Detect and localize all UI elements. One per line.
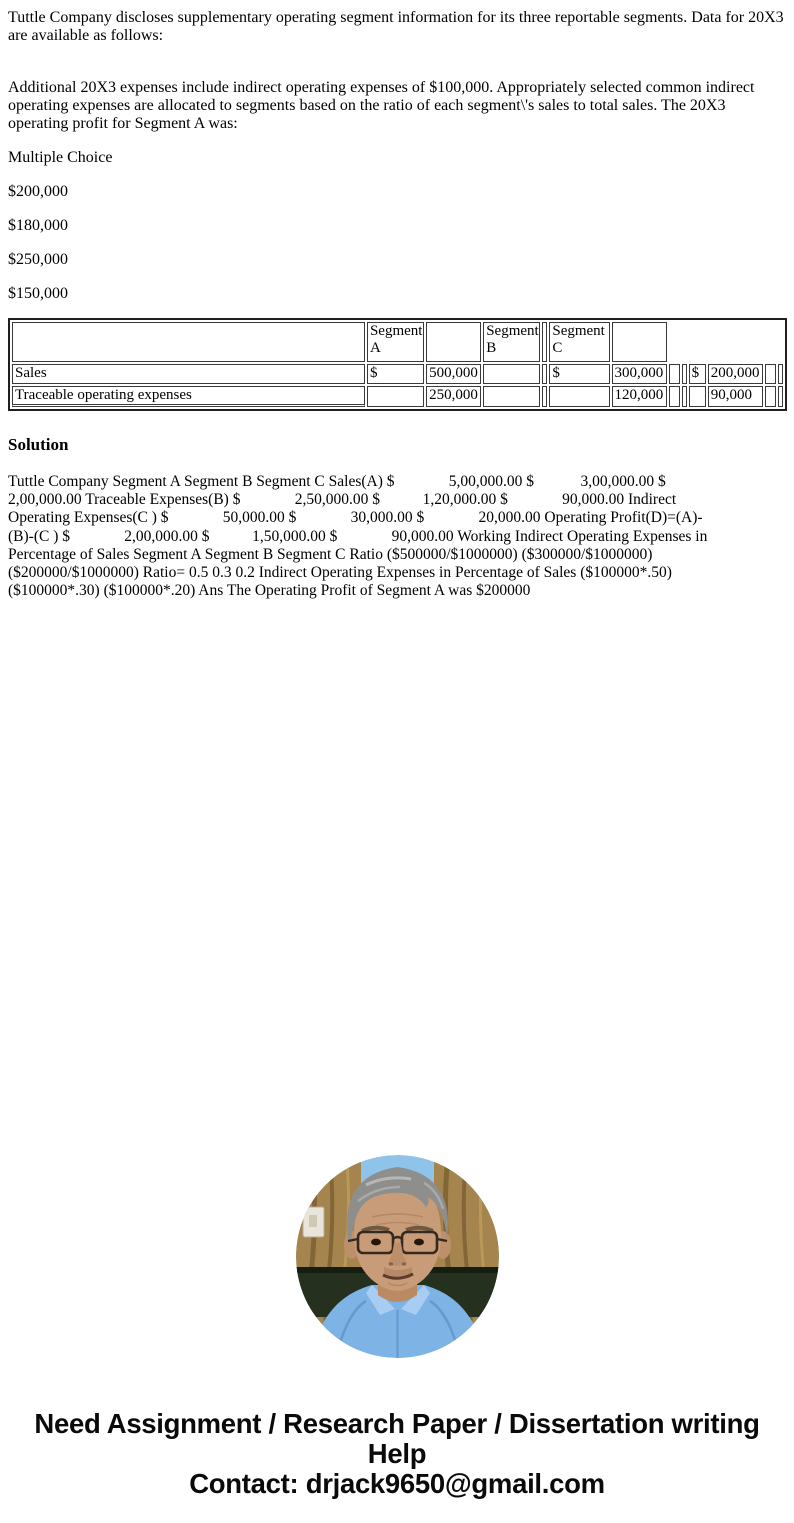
question-paragraph: Additional 20X3 expenses include indirect operating expenses of $100,000. Appropriately selected common indirect operating expenses are allocated to segments based on the ratio of each segment\'s sales to total sales. The 20X3 operating profit for Segment A was: — [8, 79, 755, 132]
choice-option-2[interactable]: $180,000 — [8, 217, 68, 234]
sales-c-value: 300,000 — [612, 364, 667, 384]
table-header-row — [12, 322, 783, 362]
sales-d-value: 200,000 — [708, 364, 763, 384]
choice-option-3[interactable]: $250,000 — [8, 251, 68, 268]
choice-option-1[interactable]: $200,000 — [8, 183, 68, 200]
header-segment-c: Segment C — [549, 322, 609, 362]
table-row-sales — [12, 364, 783, 384]
solution-line: ($200000/$1000000) Ratio= 0.5 0.3 0.2 Indirect Operating Expenses in Percentage of Sales ($100000*.50) — [8, 564, 672, 582]
row-label-traceable: Traceable operating expenses — [12, 386, 365, 407]
header-label-cell — [12, 322, 365, 362]
multiple-choice-label: Multiple Choice — [8, 149, 113, 166]
man-with-glasses-photo — [296, 1155, 499, 1358]
solution-line: Percentage of Sales Segment A Segment B Segment C Ratio ($500000/$1000000) ($300000/$1000000) — [8, 545, 653, 563]
solution-line: (B)-(C ) $ 2,00,000.00 $ 1,50,000.00 $ 90,000.00 Working Indirect Operating Expenses in — [8, 527, 708, 545]
solution-heading: Solution — [8, 435, 69, 454]
solution-line: Operating Expenses(C ) $ 50,000.00 $ 30,000.00 $ 20,000.00 Operating Profit(D)=(A)- — [8, 509, 703, 527]
intro-paragraph: Tuttle Company discloses supplementary operating segment information for its three reportable segments. Data for 20X3 are available as follows: — [8, 9, 784, 44]
solution-text — [8, 473, 786, 600]
header-segment-a: Segment A — [367, 322, 424, 362]
sales-a-currency: $ — [367, 364, 424, 384]
solution-line: Tuttle Company Segment A Segment B Segment C Sales(A) $ 5,00,000.00 $ 3,00,000.00 $ — [8, 473, 666, 490]
traceable-c-value: 120,000 — [612, 386, 667, 407]
table-row-traceable-expenses — [12, 386, 783, 407]
choice-option-4[interactable]: $150,000 — [8, 285, 68, 302]
traceable-a-value: 250,000 — [426, 386, 481, 407]
header-segment-b: Segment B — [483, 322, 540, 362]
person-avatar — [296, 1155, 499, 1358]
sales-a-value: 500,000 — [426, 364, 481, 384]
sales-d-currency: $ — [689, 364, 706, 384]
footer-contact-email: Contact: drjack9650@gmail.com — [189, 1468, 605, 1500]
row-label-sales: Sales — [12, 364, 365, 384]
traceable-d-value: 90,000 — [708, 386, 763, 407]
solution-line: 2,00,000.00 Traceable Expenses(B) $ 2,50,000.00 $ 1,20,000.00 $ 90,000.00 Indirect — [8, 491, 677, 509]
segment-data-table — [8, 318, 794, 411]
footer-banner — [0, 1409, 794, 1499]
sales-c-currency: $ — [549, 364, 609, 384]
footer-help-text: Need Assignment / Research Paper / Dissertation writing Help — [34, 1408, 760, 1470]
solution-line: ($100000*.30) ($100000*.20) Ans The Operating Profit of Segment A was $200000 — [8, 582, 531, 600]
